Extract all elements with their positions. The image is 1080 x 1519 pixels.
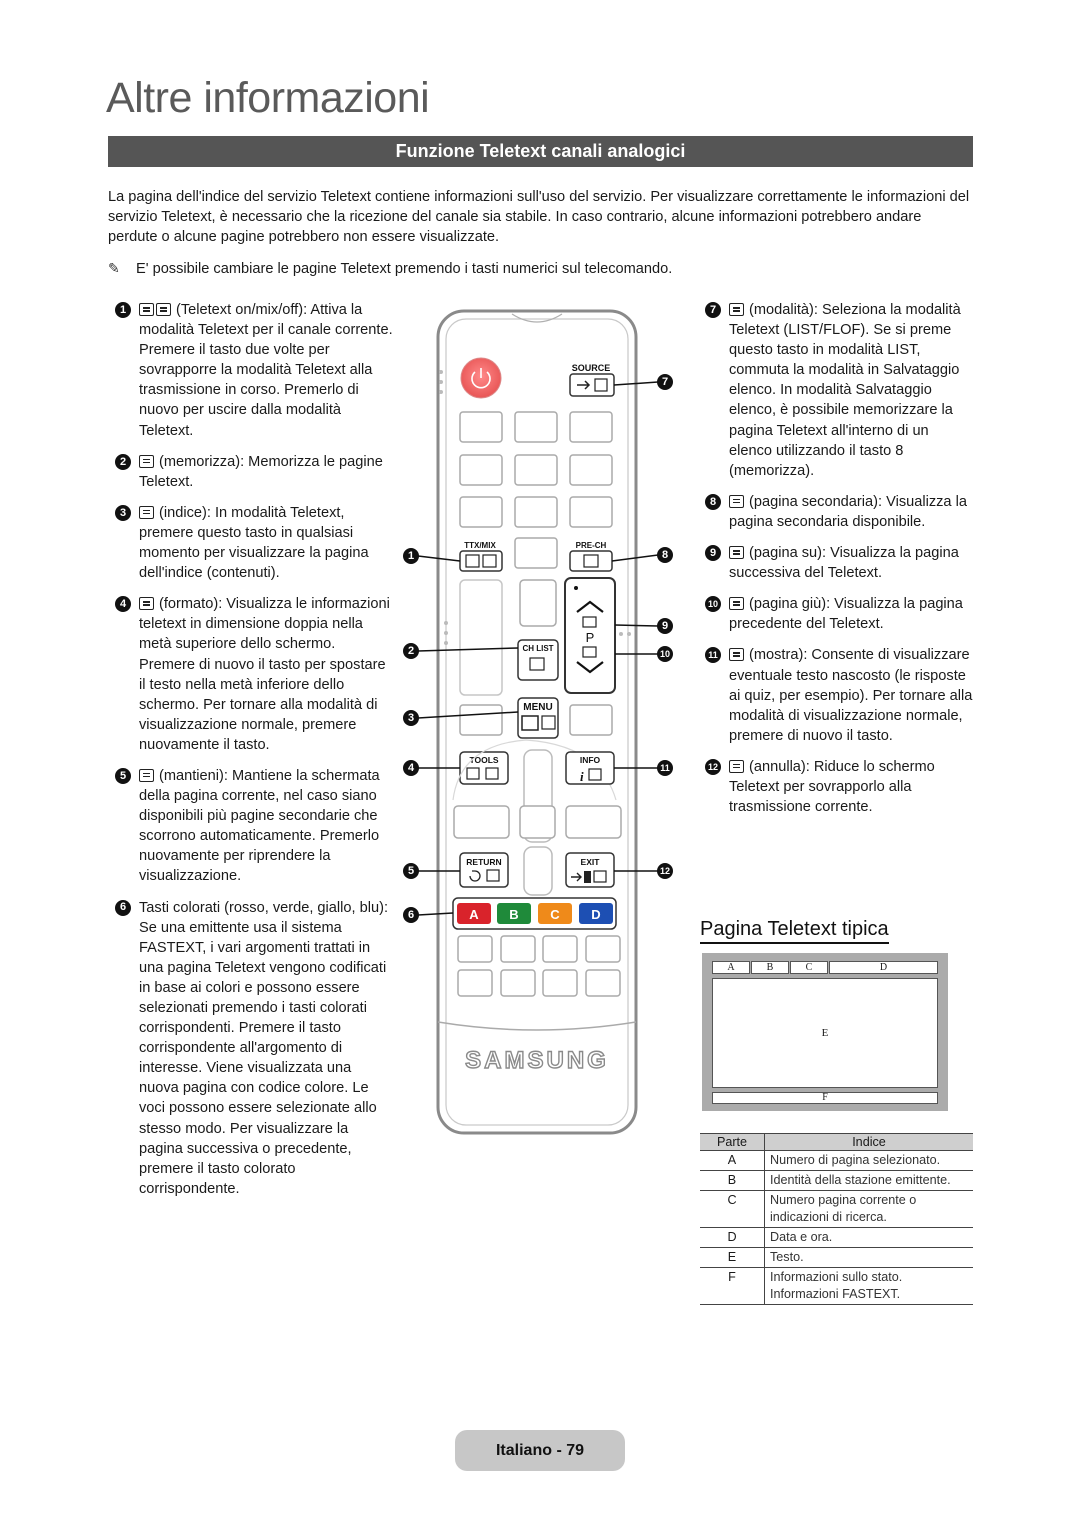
part-c-box: C — [790, 961, 828, 974]
hold-icon — [139, 769, 154, 782]
part-b-box: B — [751, 961, 789, 974]
part-cell: B — [700, 1171, 765, 1191]
item-text: (mostra): Consente di visualizzare eventuale testo nascosto (le risposte ai quiz, per esempio). Per tornare alla modalità di visualizzazione normale, premere di nuovo il tasto. — [729, 647, 973, 744]
mode-icon — [729, 303, 744, 316]
table-row — [700, 1248, 973, 1268]
callout-3: 3 — [403, 710, 419, 726]
table-header-row — [700, 1134, 973, 1151]
svg-text:D: D — [591, 907, 601, 922]
volume-rocker — [460, 580, 502, 695]
svg-text:C: C — [550, 907, 560, 922]
list-item — [705, 492, 975, 532]
part-f-box: F — [712, 1092, 938, 1104]
part-cell: C — [700, 1191, 765, 1228]
desc-cell: Numero di pagina selezionato. — [765, 1151, 974, 1171]
intro-paragraph: La pagina dell'indice del servizio Teletext contiene informazioni sull'uso del servizio. Per visualizzare correttamente le informazioni del servizio Teletext, è necessario che la ricezione del canale sia stabile. In caso contrario, alcune informazioni potrebbero andare perdute o alcune pagine potrebbero non essere visualizzate. — [108, 189, 970, 245]
item-text: (formato): Visualizza le informazioni teletext in dimensione doppia nella metà superiore dello schermo. Premere di nuovo il tasto per spostare il testo nella metà inferiore dello schermo. Per tornare alla modalità di visualizzazione normale, premere nuovamente il tasto. — [139, 596, 390, 753]
sub-page-icon — [729, 495, 744, 508]
table-row — [700, 1171, 973, 1191]
table-row — [700, 1191, 973, 1228]
teletext-header-row — [712, 961, 938, 974]
exit-label: EXIT — [580, 857, 600, 867]
return-label: RETURN — [466, 857, 502, 867]
svg-text:B: B — [509, 907, 519, 922]
left-column — [115, 300, 395, 1210]
teletext-on-mix-off-icon — [139, 303, 154, 316]
table-row — [700, 1228, 973, 1248]
item-number: 12 — [705, 759, 721, 775]
callout-10: 10 — [657, 646, 673, 662]
size-icon — [139, 597, 154, 610]
list-item — [705, 543, 975, 583]
callout-6: 6 — [403, 907, 419, 923]
pencil-note-icon: ✎ — [108, 260, 120, 276]
desc-cell: Numero pagina corrente o indicazioni di ricerca. — [765, 1191, 974, 1228]
part-d-box: D — [829, 961, 938, 974]
list-item — [115, 503, 395, 583]
store-icon — [139, 455, 154, 468]
teletext-page-diagram — [702, 953, 948, 1111]
enter-button — [520, 806, 555, 838]
callout-5: 5 — [403, 863, 419, 879]
desc-cell: Informazioni sullo stato. Informazioni FASTEXT. — [765, 1268, 974, 1305]
svg-text:i: i — [580, 769, 584, 784]
item-text: (pagina secondaria): Visualizza la pagina secondaria disponibile. — [729, 493, 967, 530]
item-number: 11 — [705, 647, 721, 663]
callout-11: 11 — [657, 760, 673, 776]
item-number: 2 — [115, 454, 131, 470]
page-up-icon — [729, 546, 744, 559]
callout-7: 7 — [657, 374, 673, 390]
table-row — [700, 1151, 973, 1171]
list-item — [115, 452, 395, 492]
part-cell: D — [700, 1228, 765, 1248]
item-text: (pagina giù): Visualizza la pagina precedente del Teletext. — [729, 596, 963, 633]
note-text: E' possibile cambiare le pagine Teletext premendo i tasti numerici sul telecomando. — [136, 261, 673, 277]
pre-ch-label: PRE-CH — [575, 541, 607, 550]
item-number: 1 — [115, 302, 131, 318]
item-number: 3 — [115, 505, 131, 521]
ch-list-label: CH LIST — [522, 644, 554, 653]
remote-control-illustration — [400, 300, 700, 1145]
parts-table — [700, 1133, 973, 1305]
list-item — [705, 645, 975, 745]
cancel-icon — [729, 760, 744, 773]
down-arrow-button — [524, 847, 552, 895]
desc-cell: Identità della stazione emittente. — [765, 1171, 974, 1191]
page-title: Altre informazioni — [106, 74, 430, 122]
column-header: Parte — [700, 1134, 765, 1151]
item-number: 8 — [705, 494, 721, 510]
list-item — [705, 300, 975, 481]
list-item — [705, 594, 975, 634]
desc-cell: Testo. — [765, 1248, 974, 1268]
item-number: 7 — [705, 302, 721, 318]
samsung-logo: SAMSUNG — [465, 1047, 609, 1074]
item-text: (mantieni): Mantiene la schermata della pagina corrente, nel caso siano disponibili più pagine secondarie che scorrono automaticamente. Premerlo nuovamente per riprendere la visualizzazione. — [139, 767, 380, 885]
part-cell: E — [700, 1248, 765, 1268]
info-label: INFO — [579, 755, 601, 765]
page-down-icon — [729, 597, 744, 610]
section-heading: Funzione Teletext canali analogici — [108, 136, 973, 167]
list-item — [115, 766, 395, 887]
part-cell: A — [700, 1151, 765, 1171]
item-text: Tasti colorati (rosso, verde, giallo, blu): Se una emittente usa il sistema FASTEXT, i vari argomenti trattati in una pagina Teletext vengono codificati in base ai colori e possono essere selezionati premendo i tasti colorati corrispondenti. Premere il tasto corrispondente all'argomento di interesse. Viene visualizzata una nuova pagina con codice colore. Le voci possono essere selezionate allo stesso modo. Per visualizzare la pagina successiva o precedente, premere il tasto colorato corrispondente. — [139, 899, 389, 1197]
right-column — [705, 300, 975, 828]
item-text: (indice): In modalità Teletext, premere questo tasto in qualsiasi momento per visualizzare la pagina dell'indice (contenuti). — [139, 504, 369, 582]
part-e-box: E — [712, 978, 938, 1088]
part-a-box: A — [712, 961, 750, 974]
item-text: (annulla): Riduce lo schermo Teletext per sovrapporlo alla trasmissione corrente. — [729, 758, 935, 816]
item-number: 5 — [115, 768, 131, 784]
right-arrow-button — [566, 806, 621, 838]
item-number: 9 — [705, 545, 721, 561]
tools-label: TOOLS — [469, 755, 499, 765]
table-row — [700, 1268, 973, 1305]
list-item — [115, 594, 395, 755]
pre-ch-button — [570, 551, 612, 571]
callout-9: 9 — [657, 618, 673, 634]
remote-control-svg — [400, 300, 700, 1145]
callout-4: 4 — [403, 760, 419, 776]
svg-text:A: A — [469, 907, 479, 922]
program-label: P — [585, 630, 595, 645]
list-item — [115, 300, 395, 441]
list-item — [115, 898, 395, 1199]
item-number: 6 — [115, 900, 131, 916]
typical-page-title: Pagina Teletext tipica — [700, 918, 889, 944]
part-cell: F — [700, 1268, 765, 1305]
item-text: (pagina su): Visualizza la pagina successiva del Teletext. — [729, 545, 959, 582]
item-number: 10 — [705, 596, 721, 612]
reveal-icon — [729, 648, 744, 661]
note-paragraph — [108, 258, 973, 279]
menu-label: MENU — [523, 702, 553, 713]
callout-2: 2 — [403, 643, 419, 659]
callout-1: 1 — [403, 548, 419, 564]
index-icon — [139, 506, 154, 519]
left-arrow-button — [454, 806, 509, 838]
column-header: Indice — [765, 1134, 974, 1151]
source-label: SOURCE — [571, 363, 611, 373]
desc-cell: Data e ora. — [765, 1228, 974, 1248]
mute-button — [520, 580, 556, 626]
item-text: (modalità): Seleziona la modalità Teletext (LIST/FLOF). Se si preme questo tasto in modalità LIST, commuta la modalità in Salvataggio elenco. In modalità Salvataggio elenco, è possibile memorizzare la pagina Teletext all'interno di un elenco utilizzando il tasto 8 (memorizza). — [729, 302, 961, 479]
callout-12: 12 — [657, 863, 673, 879]
teletext-mix-icon — [156, 303, 171, 316]
item-text: (Teletext on/mix/off): Attiva la modalità Teletext per il canale corrente. Premere il tasto due volte per sovrapporre la modalità Teletext alla trasmissione in corso. Premerlo di nuovo per uscire dalla modalità Teletext. — [139, 302, 393, 439]
page-number-footer: Italiano - 79 — [455, 1430, 625, 1471]
item-text: (memorizza): Memorizza le pagine Teletext. — [139, 453, 383, 490]
list-item — [705, 757, 975, 817]
item-number: 4 — [115, 596, 131, 612]
callout-8: 8 — [657, 547, 673, 563]
ttx-mix-label: TTX/MIX — [464, 541, 496, 550]
